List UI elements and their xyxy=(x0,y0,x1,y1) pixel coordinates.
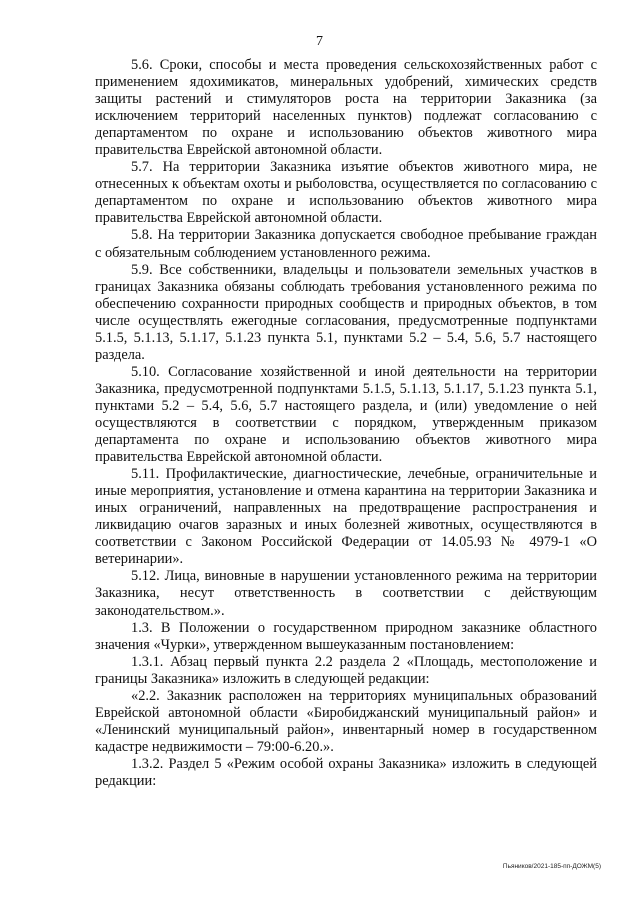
document-body xyxy=(95,57,597,790)
paragraph-5-11: 5.11. Профилактические, диагностические, лечебные, ограничительные и иные мероприятия, установление и отмена карантина на территории Заказника и иных ограничений, направленных на предотвращение распространения и ликвидацию очагов заразных и иных болезней животных, осуществляются в соответствии с Законом Российской Федерации от 14.05.93 № 4979-1 «О ветеринарии». xyxy=(95,466,597,568)
paragraph-5-6: 5.6. Сроки, способы и места проведения сельскохозяйственных работ с применением ядохимикатов, минеральных удобрений, химических средств защиты растений и стимуляторов роста на территории Заказника (за исключением территорий населенных пунктов) подлежат согласованию с департаментом по охране и использованию объектов животного мира правительства Еврейской автономной области. xyxy=(95,57,597,159)
paragraph-5-12: 5.12. Лица, виновные в нарушении установленного режима на территории Заказника, несут ответственность в соответствии с действующим законодательством.». xyxy=(95,568,597,619)
paragraph-2-2-quote: «2.2. Заказник расположен на территориях муниципальных образований Еврейской автономной области «Биробиджанский муниципальный район» и «Ленинский муниципальный район», инвентарный номер в государственном кадастре недвижимости – 79:00-6.20.». xyxy=(95,687,597,755)
page-number: 7 xyxy=(316,34,323,49)
paragraph-5-7: 5.7. На территории Заказника изъятие объектов животного мира, не отнесенных к объектам охоты и рыболовства, осуществляется по согласованию с департаментом по охране и использованию объектов животного мира правительства Еврейской автономной области. xyxy=(95,159,597,227)
paragraph-1-3-2: 1.3.2. Раздел 5 «Режим особой охраны Заказника» изложить в следующей редакции: xyxy=(95,755,597,789)
paragraph-1-3-1: 1.3.1. Абзац первый пункта 2.2 раздела 2 «Площадь, местоположение и границы Заказника» изложить в следующей редакции: xyxy=(95,653,597,687)
footer-document-code: Пьяников/2021-185-пп-ДОЖМ(5) xyxy=(502,863,601,870)
paragraph-5-10: 5.10. Согласование хозяйственной и иной деятельности на территории Заказника, предусмотренной подпунктами 5.1.5, 5.1.13, 5.1.17, 5.1.23 пункта 5.1, пунктами 5.2 – 5.4, 5.6, 5.7 настоящего раздела, и (или) уведомление о ней осуществляются в соответствии с порядком, утвержденным приказом департамента по охране и использованию объектов животного мира правительства Еврейской автономной области. xyxy=(95,363,597,466)
paragraph-1-3: 1.3. В Положении о государственном природном заказнике областного значения «Чурки», утвержденном вышеуказанным постановлением: xyxy=(95,619,597,653)
paragraph-5-9: 5.9. Все собственники, владельцы и пользователи земельных участков в границах Заказника обязаны соблюдать требования установленного режима по обеспечению сохранности природных сообществ и природных объектов, в том числе осуществлять ежегодные согласования, предусмотренные подпунктами 5.1.5, 5.1.13, 5.1.17, 5.1.23 пункта 5.1, пунктами 5.2 – 5.4, 5.6, 5.7 настоящего раздела. xyxy=(95,261,597,363)
paragraph-5-8: 5.8. На территории Заказника допускается свободное пребывание граждан с обязательным соблюдением установленного режима. xyxy=(95,227,597,261)
